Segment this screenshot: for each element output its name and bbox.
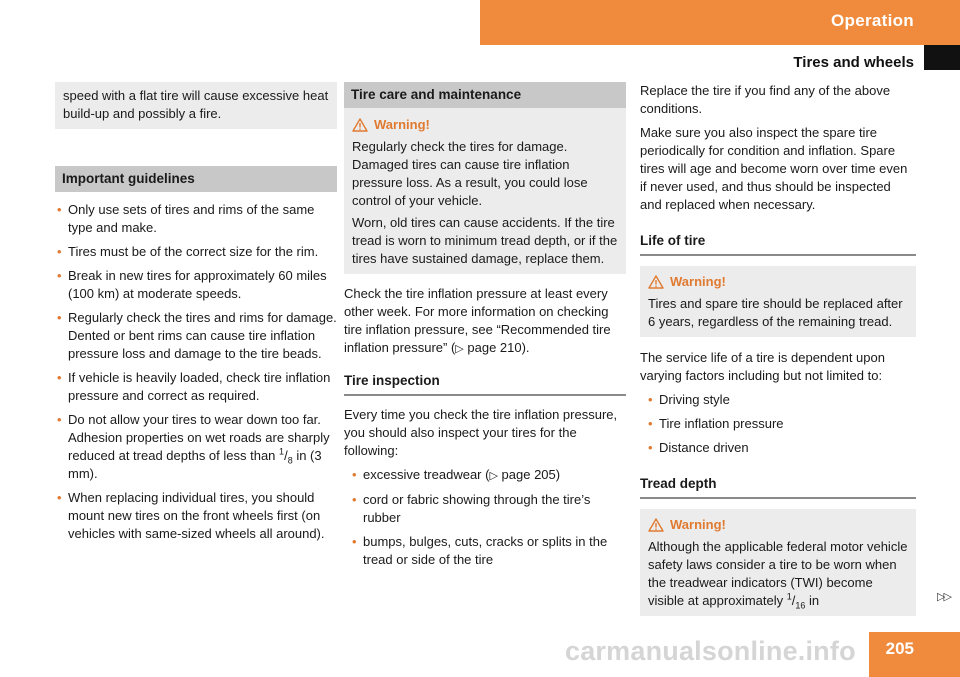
chapter-tab xyxy=(480,0,960,45)
section-marker xyxy=(924,45,960,70)
bullet-dot-icon: • xyxy=(57,490,62,505)
life-warning-box xyxy=(640,266,916,337)
tire-care-warning-box xyxy=(344,108,626,274)
life-of-tire-header: Life of tire xyxy=(640,232,916,256)
warning-heading: Warning! xyxy=(352,116,618,134)
tread-warning-box xyxy=(640,509,916,616)
replace-paragraph: Replace the tire if you find any of the above conditions. xyxy=(640,83,891,116)
bullet-dot-icon: • xyxy=(648,416,653,431)
bullet-dot-icon: • xyxy=(57,310,62,325)
warning-heading: Warning! xyxy=(648,273,908,291)
column-middle xyxy=(344,82,626,575)
list-item: • Tire inflation pressure xyxy=(648,416,784,431)
bullet-dot-icon: • xyxy=(352,534,357,549)
tread-depth-header: Tread depth xyxy=(640,475,916,499)
page-reference-link[interactable]: page 210). xyxy=(467,340,530,355)
warning-text: Regularly check the tires for damage. Damaged tires can cause tire inflation pressure loss. As a result, you could lose control of your vehicle. xyxy=(352,139,588,208)
reference-arrow-icon: ▷ xyxy=(455,343,464,355)
section-title: Tires and wheels xyxy=(793,54,914,71)
list-item: • When replacing individual tires, you should mount new tires on the front wheels first (on vehicles with same-sized wheels all around). xyxy=(57,490,325,541)
continue-arrow-icon[interactable]: ▷▷ xyxy=(937,591,950,603)
bullet-dot-icon: • xyxy=(57,202,62,217)
list-item: • Tires must be of the correct size for the rim. xyxy=(57,244,319,259)
warning-text: Although the applicable federal motor vehicle safety laws consider a tire to be worn when the treadwear indicators (TWI) become visible at approximately $^1/_{16}$ in xyxy=(648,539,908,611)
important-guidelines-header: Important guidelines xyxy=(55,166,337,192)
tire-inspection-header: Tire inspection xyxy=(344,372,626,396)
spare-tire-paragraph: Make sure you also inspect the spare tire periodically for condition and inflation. Spare tires will age and become worn over time even if never used, and thus should be inspected and replaced when necessary. xyxy=(640,125,908,212)
bullet-dot-icon: • xyxy=(57,412,62,427)
warning-text: Tires and spare tire should be replaced after 6 years, regardless of the remaining tread. xyxy=(648,296,903,329)
warning-text: Worn, old tires can cause accidents. If the tire tread is worn to minimum tread depth, or if the tires have sustained damage, replace them. xyxy=(352,215,618,266)
list-item: • Driving style xyxy=(648,392,730,407)
inspection-list xyxy=(350,466,626,569)
bullet-dot-icon: • xyxy=(57,370,62,385)
bullet-dot-icon: • xyxy=(352,467,357,482)
list-item: • If vehicle is heavily loaded, check tire inflation pressure and correct as required. xyxy=(57,370,331,403)
bullet-dot-icon: • xyxy=(352,492,357,507)
list-item: • bumps, bulges, cuts, cracks or splits in the tread or side of the tire xyxy=(352,534,608,567)
continued-text: speed with a flat tire will cause excessive heat build-up and possibly a fire. xyxy=(63,88,329,121)
column-left xyxy=(55,82,337,549)
continued-warning-box xyxy=(55,82,337,129)
check-pressure-paragraph: Check the tire inflation pressure at least every other week. For more information on checking tire inflation pressure, see “Recommended tire inflation pressure” (▷ page 210). xyxy=(344,286,611,355)
list-item: • Break in new tires for approximately 60 miles (100 km) at moderate speeds. xyxy=(57,268,327,301)
list-item: • cord or fabric showing through the tire’s rubber xyxy=(352,492,591,525)
tire-care-header: Tire care and maintenance xyxy=(344,82,626,108)
service-life-paragraph: The service life of a tire is dependent upon varying factors including but not limited to: xyxy=(640,350,885,383)
warning-triangle-icon xyxy=(648,275,664,289)
page-number-tab xyxy=(869,632,960,677)
bullet-dot-icon: • xyxy=(648,440,653,455)
watermark: carmanualsonline.info xyxy=(565,636,856,666)
guidelines-list xyxy=(55,201,337,543)
bullet-dot-icon: • xyxy=(648,392,653,407)
page-number: 205 xyxy=(885,639,914,658)
factors-list xyxy=(646,391,916,457)
warning-heading: Warning! xyxy=(648,516,908,534)
list-item: • Regularly check the tires and rims for damage. Dented or bent rims can cause tire inflation pressure loss and damage to the tire beads. xyxy=(57,310,337,361)
column-right xyxy=(640,82,916,616)
warning-triangle-icon xyxy=(352,118,368,132)
list-item: • Only use sets of tires and rims of the same type and make. xyxy=(57,202,315,235)
list-item: • Distance driven xyxy=(648,440,749,455)
reference-arrow-icon: ▷ xyxy=(489,470,498,482)
list-item: • Do not allow your tires to wear down too far. Adhesion properties on wet roads are sharply reduced at tread depths of less than $^1/_8$ in (3 mm). xyxy=(57,412,330,481)
inspection-intro: Every time you check the tire inflation pressure, you should also inspect your tires for the following: xyxy=(344,407,618,458)
bullet-dot-icon: • xyxy=(57,244,62,259)
warning-triangle-icon xyxy=(648,518,664,532)
chapter-title: Operation xyxy=(831,11,914,30)
bullet-dot-icon: • xyxy=(57,268,62,283)
page-reference-link[interactable]: page 205) xyxy=(501,467,561,482)
list-item: • excessive treadwear (▷ page 205) xyxy=(352,467,561,482)
